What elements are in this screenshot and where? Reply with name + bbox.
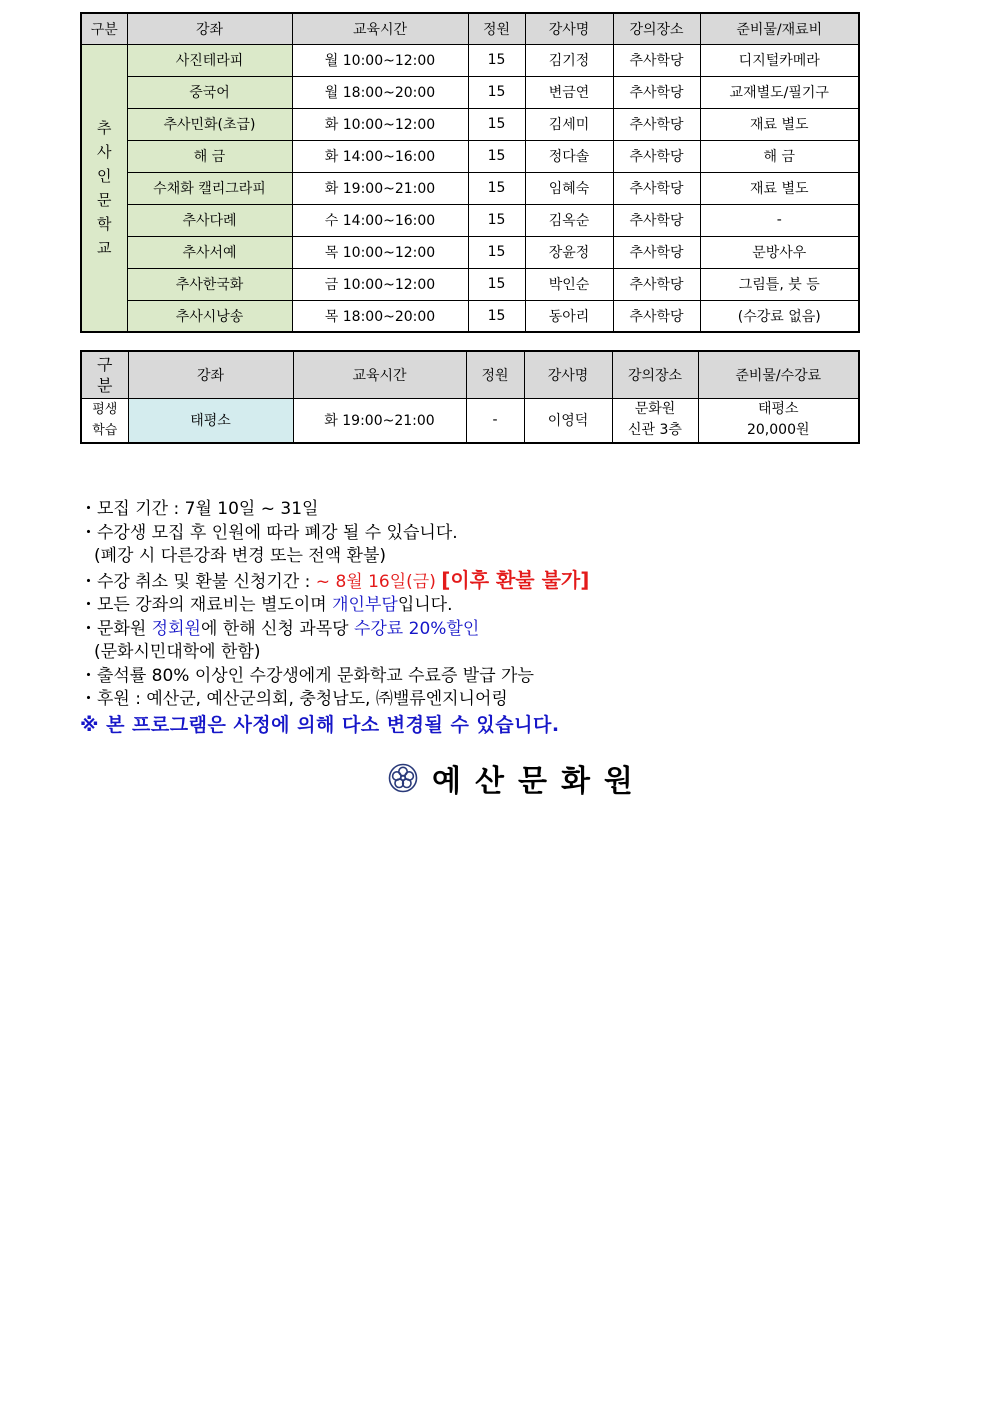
course-place: 추사학당 [613, 140, 700, 172]
course-place: 추사학당 [613, 236, 700, 268]
course-capacity: 15 [468, 76, 525, 108]
notice-refund [80, 569, 920, 595]
course-name: 추사서예 [127, 236, 292, 268]
header-category: 구분 [81, 13, 127, 44]
course-name: 추사민화(초급) [127, 108, 292, 140]
table-header-row [81, 13, 859, 44]
organization-name: 예산문화원 [432, 764, 647, 799]
course-capacity: - [466, 398, 524, 443]
flower-emblem-icon [388, 763, 418, 793]
course-materials-line: 20,000원 [746, 422, 810, 439]
table-header-row [81, 351, 859, 398]
course-materials: (수강료 없음) [700, 300, 859, 332]
course-materials: - [700, 204, 859, 236]
table-row [81, 268, 859, 300]
course-instructor: 박인순 [525, 268, 613, 300]
course-table-main [80, 12, 860, 333]
table-row [81, 172, 859, 204]
notice-period: ・모집 기간 : 7월 10일 ~ 31일 [80, 499, 319, 519]
course-capacity: 15 [468, 268, 525, 300]
refund-date: ~ 8월 16일(금) [315, 571, 436, 592]
course-table-lifelong [80, 350, 860, 444]
course-place: 추사학당 [613, 108, 700, 140]
course-capacity: 15 [468, 300, 525, 332]
table-row [81, 44, 859, 76]
discount-middle: 에 한해 신청 과목당 [200, 618, 354, 639]
header-capacity: 정원 [466, 351, 524, 398]
course-place: 추사학당 [613, 204, 700, 236]
table-row [81, 76, 859, 108]
course-instructor: 변금연 [525, 76, 613, 108]
discount-prefix: ・문화원 [80, 618, 152, 639]
discount-member: 정회원 [151, 618, 201, 639]
course-time: 금 10:00~12:00 [292, 268, 468, 300]
course-capacity: 15 [468, 204, 525, 236]
header-capacity: 정원 [468, 13, 525, 44]
header-course: 강좌 [128, 351, 293, 398]
course-time: 월 10:00~12:00 [292, 44, 468, 76]
footer [388, 758, 647, 798]
course-capacity: 15 [468, 140, 525, 172]
course-materials: 그림틀, 붓 등 [700, 268, 859, 300]
table-row [81, 108, 859, 140]
header-category-char-2: 분 [97, 375, 113, 395]
course-materials: 재료 별도 [700, 172, 859, 204]
course-instructor: 김세미 [525, 108, 613, 140]
notice-list [80, 498, 920, 737]
header-category [81, 351, 128, 398]
notice-attendance: ・출석률 80% 이상인 수강생에게 문화학교 수료증 발급 가능 [80, 665, 534, 686]
course-name: 태평소 [128, 398, 293, 443]
notice-final: ※ 본 프로그램은 사정에 의해 다소 변경될 수 있습니다. [80, 713, 560, 736]
course-capacity: 15 [468, 172, 525, 204]
header-instructor: 강사명 [524, 351, 612, 398]
course-time: 화 10:00~12:00 [292, 108, 468, 140]
course-name: 추사한국화 [127, 268, 292, 300]
course-time: 화 19:00~21:00 [293, 398, 466, 443]
refund-warning: [이후 환불 불가] [441, 567, 590, 592]
course-name: 추사다례 [127, 204, 292, 236]
course-capacity: 15 [468, 44, 525, 76]
course-place: 추사학당 [613, 44, 700, 76]
course-name: 사진테라피 [127, 44, 292, 76]
notice-materials [80, 594, 920, 618]
course-name: 중국어 [127, 76, 292, 108]
course-name: 해 금 [127, 140, 292, 172]
course-name: 수채화 캘리그라피 [127, 172, 292, 204]
table-row [81, 236, 859, 268]
course-materials: 문방사우 [700, 236, 859, 268]
section-label-char: 학 [97, 214, 112, 233]
course-place: 추사학당 [613, 268, 700, 300]
section-label-char: 교 [97, 238, 112, 257]
materials-highlight: 개인부담 [332, 595, 398, 615]
section-label-line: 평생 [92, 402, 118, 418]
course-time: 목 18:00~20:00 [292, 300, 468, 332]
header-materials: 준비물/수강료 [698, 351, 859, 398]
materials-prefix: ・모든 강좌의 재료비는 별도이며 [80, 595, 333, 615]
header-materials: 준비물/재료비 [700, 13, 859, 44]
course-instructor: 정다솔 [525, 140, 613, 172]
course-materials [698, 398, 859, 443]
course-time: 화 14:00~16:00 [292, 140, 468, 172]
course-materials: 교재별도/필기구 [700, 76, 859, 108]
notice-discount [80, 618, 920, 642]
section-label-char: 사 [97, 142, 112, 161]
course-capacity: 15 [468, 236, 525, 268]
course-place: 추사학당 [613, 76, 700, 108]
header-place: 강의장소 [613, 13, 700, 44]
course-name: 추사시낭송 [127, 300, 292, 332]
course-instructor: 이영덕 [524, 398, 612, 443]
header-instructor: 강사명 [525, 13, 613, 44]
course-instructor: 김기정 [525, 44, 613, 76]
table-row [81, 204, 859, 236]
course-place-line: 신관 3층 [628, 422, 682, 439]
course-time: 수 14:00~16:00 [292, 204, 468, 236]
course-materials-line: 태평소 [757, 401, 799, 418]
notice-closing-sub: (폐강 시 다른강좌 변경 또는 전액 환불) [94, 546, 387, 566]
table-row [81, 140, 859, 172]
section-label-char: 추 [97, 118, 112, 137]
course-materials: 재료 별도 [700, 108, 859, 140]
section-label-chusa [81, 44, 127, 332]
header-course: 강좌 [127, 13, 292, 44]
course-instructor: 동아리 [525, 300, 613, 332]
table-row [81, 300, 859, 332]
course-instructor: 장윤정 [525, 236, 613, 268]
course-instructor: 김옥순 [525, 204, 613, 236]
notice-discount-sub: (문화시민대학에 한함) [94, 642, 261, 662]
course-time: 월 18:00~20:00 [292, 76, 468, 108]
table-row [81, 398, 859, 443]
header-time: 교육시간 [293, 351, 466, 398]
header-time: 교육시간 [292, 13, 468, 44]
course-instructor: 임혜숙 [525, 172, 613, 204]
course-materials: 해 금 [700, 140, 859, 172]
header-category-char-1: 구 [97, 354, 113, 374]
course-place-line: 문화원 [634, 401, 676, 418]
refund-prefix: ・수강 취소 및 환불 신청기간 : [80, 571, 316, 592]
section-label-lifelong [81, 398, 128, 443]
course-time: 목 10:00~12:00 [292, 236, 468, 268]
materials-suffix: 입니다. [397, 595, 453, 615]
section-label-line: 학습 [92, 423, 118, 439]
discount-rate: 수강료 20%할인 [353, 618, 480, 639]
notice-closing: ・수강생 모집 후 인원에 따라 폐강 될 수 있습니다. [80, 522, 458, 543]
course-place [612, 398, 698, 443]
course-place: 추사학당 [613, 300, 700, 332]
section-label-char: 인 [97, 166, 112, 185]
course-capacity: 15 [468, 108, 525, 140]
header-place: 강의장소 [612, 351, 698, 398]
course-time: 화 19:00~21:00 [292, 172, 468, 204]
notice-sponsor: ・후원 : 예산군, 예산군의회, 충청남도, ㈜밸류엔지니어링 [80, 689, 508, 709]
course-place: 추사학당 [613, 172, 700, 204]
course-materials: 디지털카메라 [700, 44, 859, 76]
section-label-char: 문 [97, 190, 112, 209]
